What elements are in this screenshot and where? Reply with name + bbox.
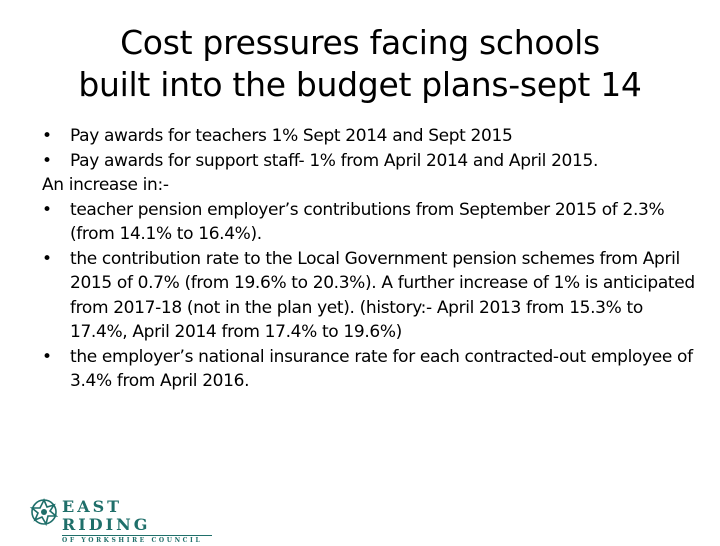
bullet-text: the employer’s national insurance rate for each contracted-out employee of 3.4% from April 2016. xyxy=(70,346,693,391)
bullet-dot: • xyxy=(42,199,52,220)
logo-main-text: EAST RIDING xyxy=(62,497,151,534)
title-line-1: Cost pressures facing schools xyxy=(120,23,600,62)
council-emblem-icon xyxy=(28,494,60,530)
slide-title xyxy=(40,22,680,106)
bullet-item xyxy=(42,149,702,174)
bullet-dot: • xyxy=(42,346,52,367)
council-logo xyxy=(28,492,208,544)
logo-wordmark xyxy=(62,498,212,546)
slide-body xyxy=(42,124,702,394)
bullet-text: teacher pension employer’s contributions from September 2015 of 2.3% (from 14.1% to 16.4%). xyxy=(70,199,665,244)
logo-sub-text: OF YORKSHIRE COUNCIL xyxy=(62,537,203,544)
bullet-dot: • xyxy=(42,126,52,146)
bullet-item xyxy=(42,124,702,149)
title-line-2: built into the budget plans-sept 14 xyxy=(78,65,642,104)
bullet-dot: • xyxy=(42,248,52,269)
bullet-item xyxy=(42,247,702,345)
bullet-text: Pay awards for support staff- 1% from April 2014 and April 2015. xyxy=(70,150,599,171)
bullet-item xyxy=(42,198,702,247)
intro-text: An increase in:- xyxy=(42,175,169,195)
bullet-item xyxy=(42,345,702,394)
bullet-dot: • xyxy=(42,150,52,171)
bullet-text: the contribution rate to the Local Government pension schemes from April 2015 of 0.7% (from 19.6% to 20.3%). A further increase of 1% is anticipated from 2017-18 (not in the plan yet). (history:- April 2013 from 15.3% to 17.4%, April 2014 from 17.4% to 19.6%) xyxy=(70,248,695,342)
bullet-text: Pay awards for teachers 1% Sept 2014 and Sept 2015 xyxy=(70,126,513,146)
